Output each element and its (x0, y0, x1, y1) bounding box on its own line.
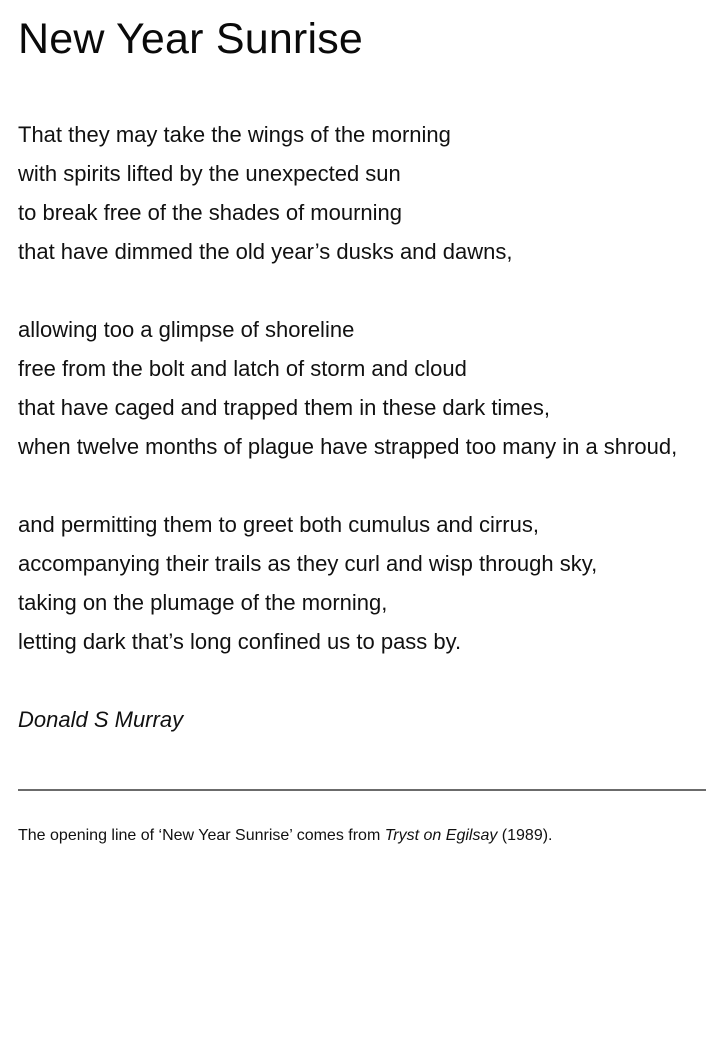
footnote-book-title: Tryst on Egilsay (384, 827, 498, 844)
poem-line: allowing too a glimpse of shoreline (18, 317, 355, 342)
poem-line: That they may take the wings of the morning (18, 122, 451, 147)
poem-line: and permitting them to greet both cumulus and cirrus, (18, 512, 539, 537)
stanza-1 (18, 115, 706, 271)
poem-line: free from the bolt and latch of storm and cloud (18, 356, 467, 381)
poem-line: that have caged and trapped them in these dark times, (18, 395, 550, 420)
author-attribution: Donald S Murray (18, 707, 184, 732)
stanza-3 (18, 505, 706, 661)
footnote (18, 826, 706, 846)
poem-line: with spirits lifted by the unexpected sun (18, 161, 401, 186)
poem-line: letting dark that’s long confined us to pass by. (18, 629, 462, 654)
footnote-text-suffix: (1989). (497, 827, 553, 844)
stanza-2 (18, 310, 706, 466)
poem-page (0, 14, 724, 1037)
poem-line: that have dimmed the old year’s dusks and dawns, (18, 239, 513, 264)
poem-line: taking on the plumage of the morning, (18, 590, 388, 615)
footnote-text-prefix: The opening line of ‘New Year Sunrise’ comes from (18, 827, 385, 844)
divider-line (18, 789, 706, 791)
poem-line: when twelve months of plague have strapped too many in a shroud, (18, 434, 678, 459)
poem (18, 115, 706, 661)
page-title: New Year Sunrise (18, 15, 364, 63)
poem-line: to break free of the shades of mourning (18, 200, 403, 225)
poem-line: accompanying their trails as they curl and wisp through sky, (18, 551, 598, 576)
